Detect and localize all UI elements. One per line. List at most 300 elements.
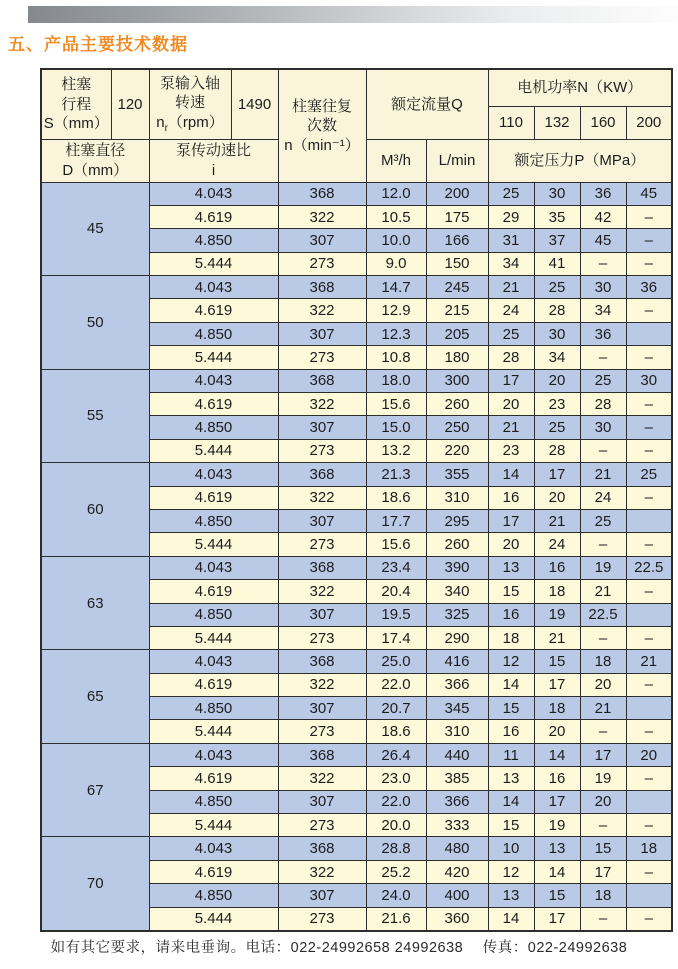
reciprocation-cell: 307	[278, 603, 366, 626]
diameter-cell: 70	[41, 837, 149, 931]
power-132-cell: 18	[534, 697, 580, 720]
flow-m3h-cell: 20.4	[366, 580, 426, 603]
power-200-cell	[626, 322, 672, 345]
power-200-cell: –	[626, 533, 672, 556]
power-160-cell: 21	[580, 697, 626, 720]
flow-lmin-cell: 245	[426, 276, 488, 299]
power-132-cell: 21	[534, 626, 580, 649]
flow-lmin-cell: 220	[426, 439, 488, 462]
table-row	[41, 182, 672, 205]
flow-lmin-cell: 325	[426, 603, 488, 626]
power-110-cell: 15	[488, 580, 534, 603]
reciprocation-cell: 322	[278, 393, 366, 416]
flow-m3h-cell: 18.0	[366, 369, 426, 392]
power-132-cell: 24	[534, 533, 580, 556]
power-200-cell: –	[626, 439, 672, 462]
reciprocation-cell: 273	[278, 907, 366, 931]
table-row	[41, 463, 672, 486]
power-132-cell: 30	[534, 322, 580, 345]
power-200-cell: 36	[626, 276, 672, 299]
flow-lmin-cell: 290	[426, 626, 488, 649]
power-200-cell: –	[626, 229, 672, 252]
power-110-cell: 31	[488, 229, 534, 252]
power-160-cell: –	[580, 814, 626, 837]
flow-m3h-cell: 15.0	[366, 416, 426, 439]
power-160-cell: 18	[580, 650, 626, 673]
ratio-cell: 4.619	[149, 860, 278, 883]
power-200-cell: 25	[626, 463, 672, 486]
ratio-cell: 4.043	[149, 182, 278, 205]
flow-lmin-cell: 260	[426, 533, 488, 556]
flow-m3h-cell: 20.0	[366, 814, 426, 837]
power-132-cell: 15	[534, 884, 580, 907]
stroke-line1: 柱塞	[61, 76, 92, 93]
flow-m3h-cell: 9.0	[366, 252, 426, 275]
input-speed-header	[149, 69, 231, 139]
reciprocation-cell: 273	[278, 626, 366, 649]
flow-m3h-cell: 12.9	[366, 299, 426, 322]
power-132-cell: 37	[534, 229, 580, 252]
power-160-cell: 25	[580, 369, 626, 392]
power-200-cell: –	[626, 486, 672, 509]
power-160-cell: –	[580, 720, 626, 743]
ratio-cell: 5.444	[149, 907, 278, 931]
power-110-cell: 13	[488, 767, 534, 790]
flow-m3h-cell: 25.2	[366, 860, 426, 883]
power-110-cell: 14	[488, 907, 534, 931]
flow-m3h-cell: 21.3	[366, 463, 426, 486]
power-132-cell: 28	[534, 299, 580, 322]
power-132-cell: 18	[534, 580, 580, 603]
power-200-cell: –	[626, 720, 672, 743]
power-132-cell: 17	[534, 907, 580, 931]
power-160-cell: 30	[580, 276, 626, 299]
reciprocation-cell: 368	[278, 182, 366, 205]
flow-lmin-cell: 416	[426, 650, 488, 673]
power-110-cell: 13	[488, 884, 534, 907]
power-132-cell: 28	[534, 439, 580, 462]
power-160-cell: –	[580, 252, 626, 275]
power-200-cell: 20	[626, 743, 672, 766]
flow-lmin-cell: 480	[426, 837, 488, 860]
diameter-line1: 柱塞直径	[65, 142, 126, 159]
flow-m3h-cell: 12.3	[366, 322, 426, 345]
power-132-cell: 17	[534, 790, 580, 813]
ratio-header	[149, 139, 278, 182]
flow-m3h-cell: 23.0	[366, 767, 426, 790]
table-row	[41, 369, 672, 392]
ratio-cell: 5.444	[149, 814, 278, 837]
power-110-cell: 12	[488, 860, 534, 883]
power-200-cell: –	[626, 767, 672, 790]
reciprocation-cell: 307	[278, 229, 366, 252]
flow-m3h-cell: 20.7	[366, 697, 426, 720]
reciprocation-cell: 273	[278, 814, 366, 837]
power-160-cell: –	[580, 626, 626, 649]
power-110-cell: 10	[488, 837, 534, 860]
power-110-cell: 13	[488, 556, 534, 579]
power-132-cell: 41	[534, 252, 580, 275]
power-200-cell: –	[626, 252, 672, 275]
power-110-cell: 20	[488, 533, 534, 556]
power-110-cell: 11	[488, 743, 534, 766]
rated-pressure-header: 额定压力P（MPa）	[488, 139, 672, 182]
reciprocation-cell: 273	[278, 533, 366, 556]
power-132-cell: 20	[534, 486, 580, 509]
page-title: 五、产品主要技术数据	[8, 35, 188, 54]
power-200-cell: –	[626, 673, 672, 696]
flow-m3h-cell: 10.8	[366, 346, 426, 369]
flow-lmin-cell: 175	[426, 205, 488, 228]
power-110-cell: 17	[488, 369, 534, 392]
power-200-cell: 45	[626, 182, 672, 205]
power-132-cell: 16	[534, 556, 580, 579]
input-speed-line1: 泵输入轴	[159, 74, 220, 92]
power-200-cell: –	[626, 299, 672, 322]
reciprocation-cell: 368	[278, 369, 366, 392]
table-row	[41, 556, 672, 579]
diameter-cell: 67	[41, 743, 149, 837]
power-160-cell: 34	[580, 299, 626, 322]
ratio-cell: 4.043	[149, 650, 278, 673]
ratio-cell: 4.850	[149, 790, 278, 813]
power-160-cell: –	[580, 907, 626, 931]
power-110-cell: 17	[488, 509, 534, 532]
ratio-cell: 4.619	[149, 205, 278, 228]
power-160-cell: 19	[580, 556, 626, 579]
stroke-unit: S（mm）	[43, 115, 109, 132]
reciprocation-cell: 307	[278, 322, 366, 345]
flow-lmin-cell: 420	[426, 860, 488, 883]
power-200-cell	[626, 790, 672, 813]
stroke-value: 120	[111, 69, 149, 139]
power-160-cell: 20	[580, 673, 626, 696]
flow-lmin-cell: 166	[426, 229, 488, 252]
table-row	[41, 276, 672, 299]
ratio-cell: 4.850	[149, 884, 278, 907]
ratio-cell: 4.043	[149, 743, 278, 766]
power-160-cell: 15	[580, 837, 626, 860]
reciprocation-line1: 柱塞往复	[291, 97, 352, 115]
flow-lmin-cell: 360	[426, 907, 488, 931]
flow-lmin-cell: 310	[426, 720, 488, 743]
power-132-cell: 23	[534, 393, 580, 416]
power-110-cell: 14	[488, 790, 534, 813]
ratio-cell: 4.850	[149, 322, 278, 345]
speed-sub: r	[164, 122, 168, 134]
ratio-cell: 5.444	[149, 626, 278, 649]
power-rating-200: 200	[626, 106, 672, 139]
power-132-cell: 14	[534, 860, 580, 883]
power-200-cell: 22.5	[626, 556, 672, 579]
reciprocation-cell: 368	[278, 743, 366, 766]
input-speed-value: 1490	[231, 69, 278, 139]
speed-sym: n	[156, 113, 165, 131]
power-110-cell: 25	[488, 322, 534, 345]
ratio-cell: 4.619	[149, 486, 278, 509]
power-160-cell: 18	[580, 884, 626, 907]
power-160-cell: 42	[580, 205, 626, 228]
flow-m3h-cell: 12.0	[366, 182, 426, 205]
reciprocation-cell: 368	[278, 463, 366, 486]
diameter-cell: 65	[41, 650, 149, 744]
ratio-symbol: i	[211, 161, 216, 179]
flow-m3h-cell: 23.4	[366, 556, 426, 579]
ratio-line1: 泵传动速比	[175, 142, 251, 159]
power-200-cell	[626, 884, 672, 907]
flow-lmin-cell: 250	[426, 416, 488, 439]
flow-lmin-cell: 366	[426, 790, 488, 813]
diameter-header	[41, 139, 149, 182]
reciprocation-cell: 322	[278, 767, 366, 790]
flow-lmin-cell: 215	[426, 299, 488, 322]
flow-m3h-cell: 17.7	[366, 509, 426, 532]
power-160-cell: 24	[580, 486, 626, 509]
power-132-cell: 20	[534, 720, 580, 743]
ratio-cell: 5.444	[149, 346, 278, 369]
flow-m3h-cell: 19.5	[366, 603, 426, 626]
power-160-cell: –	[580, 346, 626, 369]
power-132-cell: 13	[534, 837, 580, 860]
power-132-cell: 14	[534, 743, 580, 766]
flow-lmin-cell: 366	[426, 673, 488, 696]
reciprocation-cell: 307	[278, 509, 366, 532]
ratio-cell: 4.043	[149, 556, 278, 579]
power-200-cell: –	[626, 580, 672, 603]
diameter-cell: 63	[41, 556, 149, 650]
ratio-cell: 4.619	[149, 299, 278, 322]
technical-data-table	[40, 68, 673, 932]
flow-m3h-cell: 15.6	[366, 393, 426, 416]
ratio-cell: 4.619	[149, 767, 278, 790]
power-160-cell: 17	[580, 743, 626, 766]
reciprocation-cell: 368	[278, 556, 366, 579]
flow-lmin-cell: 400	[426, 884, 488, 907]
power-132-cell: 17	[534, 673, 580, 696]
power-110-cell: 18	[488, 626, 534, 649]
power-160-cell: 21	[580, 463, 626, 486]
power-160-cell: 19	[580, 767, 626, 790]
power-200-cell: –	[626, 416, 672, 439]
flow-lmin-cell: 150	[426, 252, 488, 275]
flow-lmin-cell: 310	[426, 486, 488, 509]
power-200-cell: –	[626, 393, 672, 416]
reciprocation-cell: 307	[278, 697, 366, 720]
ratio-cell: 5.444	[149, 720, 278, 743]
power-132-cell: 20	[534, 369, 580, 392]
flow-lmin-cell: 440	[426, 743, 488, 766]
power-132-cell: 30	[534, 182, 580, 205]
ratio-cell: 5.444	[149, 439, 278, 462]
reciprocation-cell: 273	[278, 346, 366, 369]
ratio-cell: 4.850	[149, 509, 278, 532]
flow-lmin-cell: 180	[426, 346, 488, 369]
ratio-cell: 4.043	[149, 276, 278, 299]
ratio-cell: 5.444	[149, 252, 278, 275]
power-160-cell: 28	[580, 393, 626, 416]
flow-lmin-cell: 200	[426, 182, 488, 205]
power-160-cell: 30	[580, 416, 626, 439]
flow-m3h-cell: 15.6	[366, 533, 426, 556]
power-132-cell: 15	[534, 650, 580, 673]
power-132-cell: 25	[534, 276, 580, 299]
table-body	[41, 182, 672, 931]
flow-lmin-cell: 390	[426, 556, 488, 579]
top-gradient-bar	[28, 6, 678, 23]
flow-lmin-cell: 345	[426, 697, 488, 720]
reciprocation-cell: 322	[278, 205, 366, 228]
flow-m3h-cell: 28.8	[366, 837, 426, 860]
reciprocation-cell: 322	[278, 673, 366, 696]
stroke-line2: 行程	[61, 95, 92, 113]
flow-lmin-cell: 385	[426, 767, 488, 790]
ratio-cell: 4.619	[149, 393, 278, 416]
input-speed-symbol	[150, 113, 231, 135]
power-160-cell: 45	[580, 229, 626, 252]
ratio-cell: 4.850	[149, 229, 278, 252]
power-132-cell: 19	[534, 603, 580, 626]
power-110-cell: 21	[488, 416, 534, 439]
diameter-cell: 50	[41, 276, 149, 370]
reciprocation-cell: 368	[278, 837, 366, 860]
reciprocation-cell: 322	[278, 580, 366, 603]
flow-m3h-cell: 17.4	[366, 626, 426, 649]
power-160-cell: 20	[580, 790, 626, 813]
power-110-cell: 14	[488, 463, 534, 486]
diameter-cell: 45	[41, 182, 149, 276]
flow-m3h-cell: 22.0	[366, 790, 426, 813]
power-110-cell: 16	[488, 720, 534, 743]
power-110-cell: 15	[488, 697, 534, 720]
diameter-cell: 60	[41, 463, 149, 557]
reciprocation-cell: 273	[278, 720, 366, 743]
power-132-cell: 16	[534, 767, 580, 790]
rated-flow-header: 额定流量Q	[366, 69, 488, 139]
flow-lmin-cell: 340	[426, 580, 488, 603]
power-110-cell: 12	[488, 650, 534, 673]
ratio-cell: 5.444	[149, 533, 278, 556]
power-200-cell	[626, 697, 672, 720]
power-110-cell: 20	[488, 393, 534, 416]
power-200-cell: –	[626, 346, 672, 369]
power-rating-160: 160	[580, 106, 626, 139]
flow-lmin-cell: 333	[426, 814, 488, 837]
ratio-cell: 4.619	[149, 580, 278, 603]
flow-m3h-cell: 21.6	[366, 907, 426, 931]
reciprocation-unit: n（min⁻¹）	[284, 136, 360, 154]
ratio-cell: 4.043	[149, 463, 278, 486]
stroke-header	[41, 69, 111, 139]
power-110-cell: 34	[488, 252, 534, 275]
ratio-cell: 4.850	[149, 603, 278, 626]
reciprocation-cell: 273	[278, 439, 366, 462]
power-132-cell: 25	[534, 416, 580, 439]
ratio-cell: 4.043	[149, 837, 278, 860]
diameter-cell: 55	[41, 369, 149, 463]
power-200-cell: –	[626, 907, 672, 931]
flow-m3h-cell: 25.0	[366, 650, 426, 673]
power-rating-132: 132	[534, 106, 580, 139]
reciprocation-header	[278, 69, 366, 182]
power-200-cell: –	[626, 814, 672, 837]
diameter-unit: D（mm）	[62, 161, 129, 179]
power-200-cell: –	[626, 205, 672, 228]
table-row	[41, 837, 672, 860]
reciprocation-cell: 273	[278, 252, 366, 275]
power-200-cell: 30	[626, 369, 672, 392]
ratio-cell: 4.043	[149, 369, 278, 392]
table-row	[41, 650, 672, 673]
motor-power-header: 电机功率N（KW）	[488, 69, 672, 106]
power-160-cell: 25	[580, 509, 626, 532]
speed-unit: （rpm）	[167, 113, 224, 131]
flow-lmin-cell: 295	[426, 509, 488, 532]
flow-lmin-cell: 205	[426, 322, 488, 345]
power-132-cell: 17	[534, 463, 580, 486]
ratio-cell: 4.850	[149, 697, 278, 720]
power-160-cell: –	[580, 533, 626, 556]
reciprocation-cell: 322	[278, 299, 366, 322]
power-160-cell: 36	[580, 322, 626, 345]
flow-m3h-cell: 10.5	[366, 205, 426, 228]
power-200-cell: –	[626, 860, 672, 883]
table-header	[41, 69, 672, 182]
power-110-cell: 14	[488, 673, 534, 696]
power-132-cell: 35	[534, 205, 580, 228]
power-200-cell	[626, 603, 672, 626]
flow-m3h-cell: 18.6	[366, 486, 426, 509]
flow-m3h-cell: 18.6	[366, 720, 426, 743]
reciprocation-cell: 307	[278, 884, 366, 907]
power-110-cell: 16	[488, 603, 534, 626]
table-row	[41, 743, 672, 766]
power-110-cell: 23	[488, 439, 534, 462]
flow-m3h-cell: 10.0	[366, 229, 426, 252]
power-110-cell: 15	[488, 814, 534, 837]
power-110-cell: 16	[488, 486, 534, 509]
power-160-cell: 21	[580, 580, 626, 603]
reciprocation-line2: 次数	[306, 117, 337, 134]
power-132-cell: 19	[534, 814, 580, 837]
m3h-header: M³/h	[366, 139, 426, 182]
input-speed-line2: 转速	[174, 94, 205, 112]
flow-m3h-cell: 22.0	[366, 673, 426, 696]
power-110-cell: 28	[488, 346, 534, 369]
reciprocation-cell: 307	[278, 416, 366, 439]
flow-lmin-cell: 260	[426, 393, 488, 416]
power-200-cell: –	[626, 626, 672, 649]
power-110-cell: 29	[488, 205, 534, 228]
footer-contact-note: 如有其它要求，请来电垂询。电话：022-24992658 24992638 传真：022-24992638	[50, 940, 628, 956]
reciprocation-cell: 368	[278, 276, 366, 299]
power-200-cell: 21	[626, 650, 672, 673]
power-110-cell: 25	[488, 182, 534, 205]
flow-lmin-cell: 355	[426, 463, 488, 486]
ratio-cell: 4.850	[149, 416, 278, 439]
header-row-1	[41, 69, 672, 106]
power-160-cell: 36	[580, 182, 626, 205]
flow-m3h-cell: 14.7	[366, 276, 426, 299]
power-rating-110: 110	[488, 106, 534, 139]
power-160-cell: 17	[580, 860, 626, 883]
flow-m3h-cell: 26.4	[366, 743, 426, 766]
reciprocation-cell: 368	[278, 650, 366, 673]
flow-lmin-cell: 300	[426, 369, 488, 392]
lmin-header: L/min	[426, 139, 488, 182]
power-200-cell	[626, 509, 672, 532]
power-110-cell: 21	[488, 276, 534, 299]
power-160-cell: 22.5	[580, 603, 626, 626]
